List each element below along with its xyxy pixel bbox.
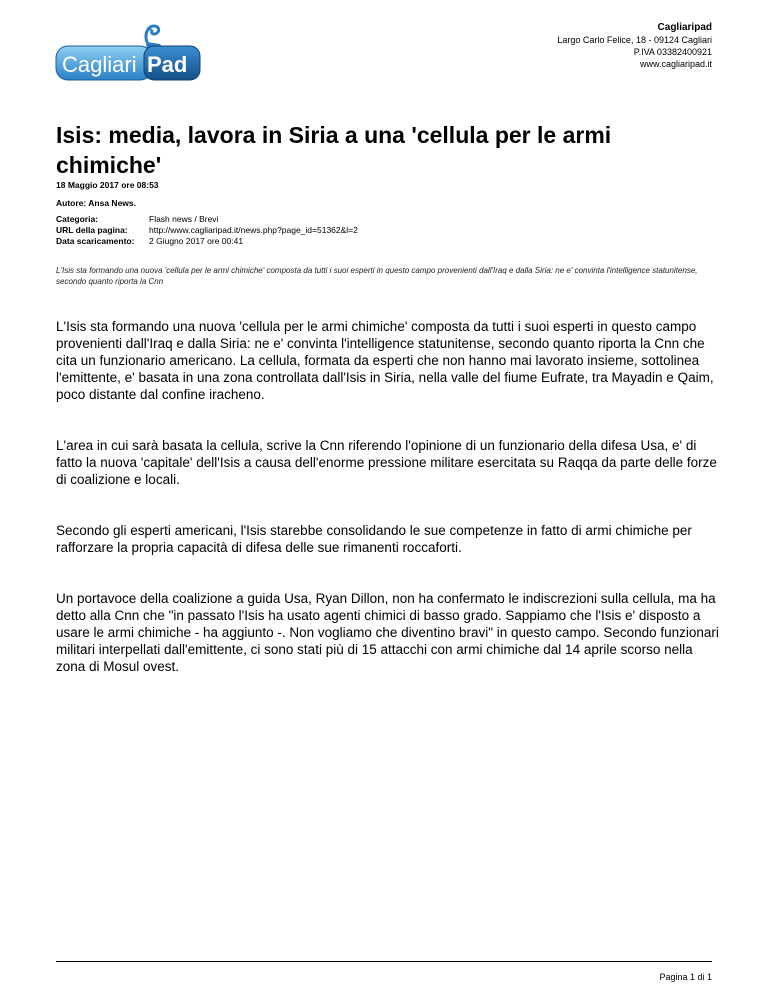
article-paragraph: Un portavoce della coalizione a guida Usa, Ryan Dillon, non ha confermato le indiscrezioni sulla cellula, ma ha detto alla Cnn che "in passato l'Isis ha usato agenti chimici di basso grado. Sappiamo che l'Isis e' disposto a usare le armi chimiche - ha aggiunto -. Non vogliamo che diventino bravi" in questo campo. Secondo funzionari militari interpellati dall'emittente, ci sono stati più di 15 attacchi con armi chimiche dal 14 aprile scorso nella zona di Mosul ovest. [56,591,719,674]
logo-text-regular: Cagliari [62,52,137,77]
meta-row-category [56,214,358,225]
logo-text-bold: Pad [147,52,188,77]
article-summary: L'Isis sta formando una nuova 'cellula per le armi chimiche' composta da tutti i suoi esperti in questo campo provenienti dall'Iraq e dalla Siria: ne e' convinta l'intelligence statunitense, secondo quanto riporta la Cnn [56,266,698,286]
meta-label: Data scaricamento: [56,236,135,246]
article-body [56,318,720,709]
cagliaripad-logo [54,22,204,84]
meta-label: Categoria: [56,214,99,224]
company-vat: P.IVA 03382400921 [633,47,712,57]
article-paragraph: Secondo gli esperti americani, l'Isis starebbe consolidando le sue competenze in fatto di armi chimiche per rafforzare la propria capacità di difesa delle sue rimanenti roccaforti. [56,523,692,555]
article-paragraph: L'Isis sta formando una nuova 'cellula per le armi chimiche' composta da tutti i suoi esperti in questo campo provenienti dall'Iraq e dalla Siria: ne e' convinta l'intelligence statunitense, secondo quanto riporta la Cnn che cita un funzionario americano. La cellula, formata da esperti che non hanno mai lavorato insieme, sottolinea l'emittente, e' basata in una zona controllata dall'Isis in Siria, nella valle del fiume Eufrate, tra Mayadin e Qaim, poco distante dal confine iracheno. [56,319,714,402]
article-title: Isis: media, lavora in Siria a una 'cellula per le armi chimiche' [56,122,612,178]
meta-value: 2 Giugno 2017 ore 00:41 [149,236,244,246]
meta-row-url [56,225,358,236]
company-info [557,22,712,70]
meta-value: Flash news / Brevi [149,214,219,224]
meta-row-download-date [56,236,358,247]
flamingo-logo-icon [54,22,204,84]
company-website: www.cagliaripad.it [639,59,712,69]
article-meta-table [56,214,358,247]
author-label: Autore: [56,198,87,208]
article-author [56,198,136,208]
meta-label: URL della pagina: [56,225,128,235]
footer-divider [56,961,712,962]
page-number: Pagina 1 di 1 [659,972,712,982]
article-paragraph: L'area in cui sarà basata la cellula, scrive la Cnn riferendo l'opinione di un funzionario della difesa Usa, e' di fatto la nuova 'capitale' dell'Isis a causa dell'enorme pressione militare esercitata su Raqqa da parte delle forze di coalizione e locali. [56,438,717,487]
company-address: Largo Carlo Felice, 18 - 09124 Cagliari [557,35,712,45]
company-name: Cagliaripad [657,22,712,33]
article-date: 18 Maggio 2017 ore 08:53 [56,180,159,190]
author-name: Ansa News. [88,198,136,208]
meta-value: http://www.cagliaripad.it/news.php?page_id=51362&l=2 [149,225,358,235]
